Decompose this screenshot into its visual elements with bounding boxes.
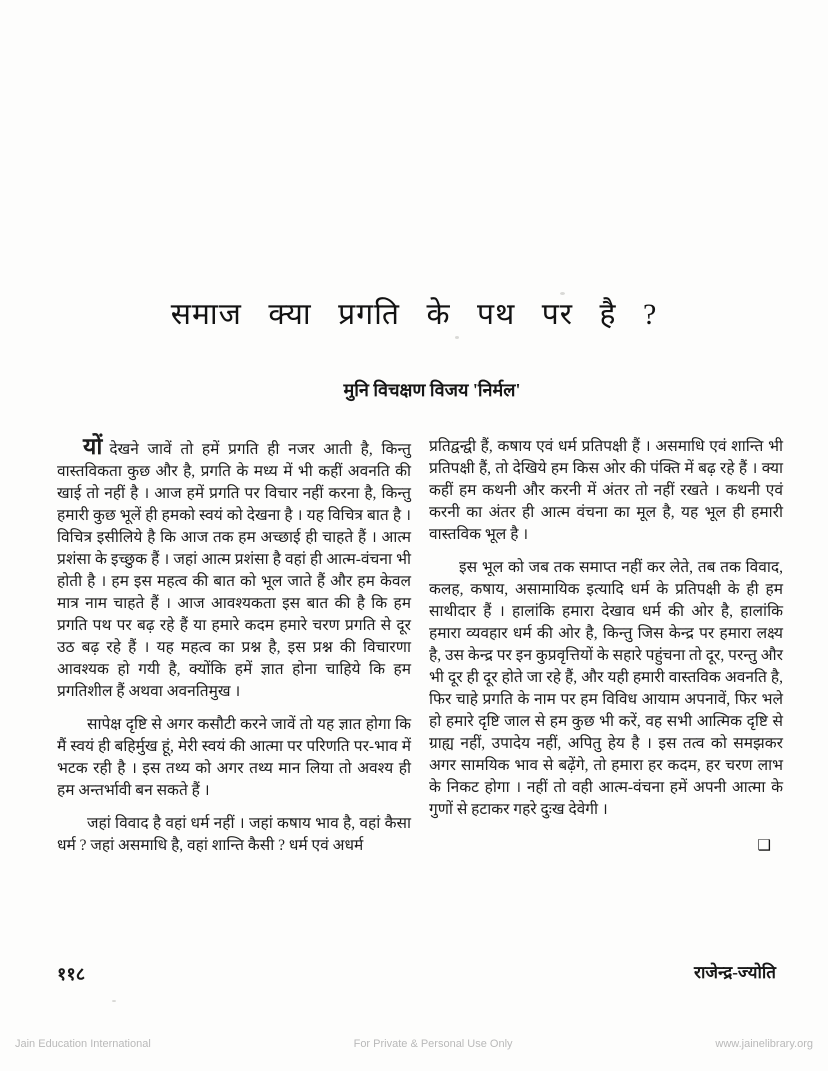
paragraph: प्रतिद्वन्द्वी हैं, कषाय एवं धर्म प्रतिपक्षी हैं । असमाधि एवं शान्ति भी प्रतिपक्षी हैं, तो देखिये हम किस ओर की पंक्ति में बढ़ रहे हैं । क्या कहीं हम कथनी और करनी में अंतर तो नहीं रखते । कथनी एवं करनी का अंतर ही आत्म वंचना का मूल है, यह भूल ही हमारी वास्तविक भूल है । <box>429 438 783 543</box>
page-number: ११८ <box>57 964 86 984</box>
paragraph-text: देखने जावें तो हमें प्रगति ही नजर आती है, किन्तु वास्तविकता कुछ और है, प्रगति के मध्य में भी कहीं अवनति की खाई तो नहीं है । आज हमें प्रगति पर विचार नहीं करना है, किन्तु हमारी कुछ भूलें ही हमको स्वयं को देखना है । यह विचित्र बात है । विचित्र इसीलिये है कि आज तक हम अच्छाई ही चाहते हैं । आत्म प्रशंसा के इच्छुक हैं । जहां आत्म प्रशंसा है वहां ही आत्म-वंचना भी होती है । हम इस महत्व की बात को भूल जाते हैं और हम केवल मात्र नाम चाहते हैं । आज आवश्यकता इस बात की है कि हम प्रगति पथ पर बढ़ रहे हैं या हमारे कदम हमारे चरण प्रगति से दूर उठ बढ़ रहे हैं । यह महत्व का प्रश्न है, इस प्रश्न की विचारणा आवश्यक हो गयी है, क्योंकि हमें ज्ञात होना चाहिये कि हम प्रगतिशील हैं अथवा अवनतिमुख । <box>57 441 411 700</box>
scan-speck <box>560 292 565 295</box>
scan-footer-left: Jain Education International <box>15 1038 151 1050</box>
scan-footer-center: For Private & Personal Use Only <box>353 1038 513 1050</box>
paragraph: जहां विवाद है वहां धर्म नहीं । जहां कषाय भाव है, वहां कैसा धर्म ? जहां असमाधि है, वहां शान्ति कैसी ? धर्म एवं अधर्म <box>57 815 411 854</box>
scan-footer <box>0 1038 828 1050</box>
scan-speck <box>455 336 459 339</box>
lead-word: यों <box>83 434 103 459</box>
paragraph: सापेक्ष दृष्टि से अगर कसौटी करने जावें तो यह ज्ञात होगा कि मैं स्वयं ही बहिर्मुख हूं, मेरी स्वयं की आत्मा पर परिणति पर-भाव में भटक रही है । इस तथ्य को अगर तथ्य मान लिया तो अवश्य ही हम अन्तर्भावी बन सकते हैं । <box>57 716 411 799</box>
article-title: समाज क्या प्रगति के पथ पर है ? <box>170 298 658 332</box>
left-column <box>57 436 411 857</box>
journal-name: राजेन्द्र-ज्योति <box>694 963 776 982</box>
paragraph <box>57 436 411 703</box>
paragraph: इस भूल को जब तक समाप्त नहीं कर लेते, तब तक विवाद, कलह, कषाय, असामायिक इत्यादि धर्म के प्रतिपक्षी के ही हम साथीदार हैं । हालांकि हमारा देखाव धर्म की ओर है, हालांकि हमारा व्यवहार धर्म की ओर है, किन्तु जिस केन्द्र पर हमारा लक्ष्य है, उस केन्द्र पर इन कुप्रवृत्तियों के सहारे पहुंचना तो दूर, परन्तु और भी दूर ही दूर होते जा रहे हैं, और यही हमारी वास्तविक अवनति है, फिर चाहे प्रगति के नाम पर हम विविध आयाम अपनावें, फिर भले हो हमारे दृष्टि जाल से हम कुछ भी करें, वह सभी आत्मिक दृष्टि से ग्राह्य नहीं, उपादेय नहीं, अपितु हेय है । इस तत्व को समझकर अगर सामयिक भाव से बढ़ेंगे, तो हमारा हर कदम, हर चरण लाभ के निकट होगा । नहीं तो वही आत्म-वंचना हमें अपनी आत्मा के गुणों से हटाकर गहरे दुःख देवेगी । <box>429 559 783 818</box>
scan-speck <box>112 1000 116 1002</box>
end-of-article-mark: ❑ <box>757 838 771 854</box>
right-column <box>429 436 783 857</box>
article-body <box>57 436 783 857</box>
author-byline: मुनि विचक्षण विजय 'निर्मल' <box>343 380 521 400</box>
scan-footer-right: www.jainelibrary.org <box>715 1038 813 1050</box>
